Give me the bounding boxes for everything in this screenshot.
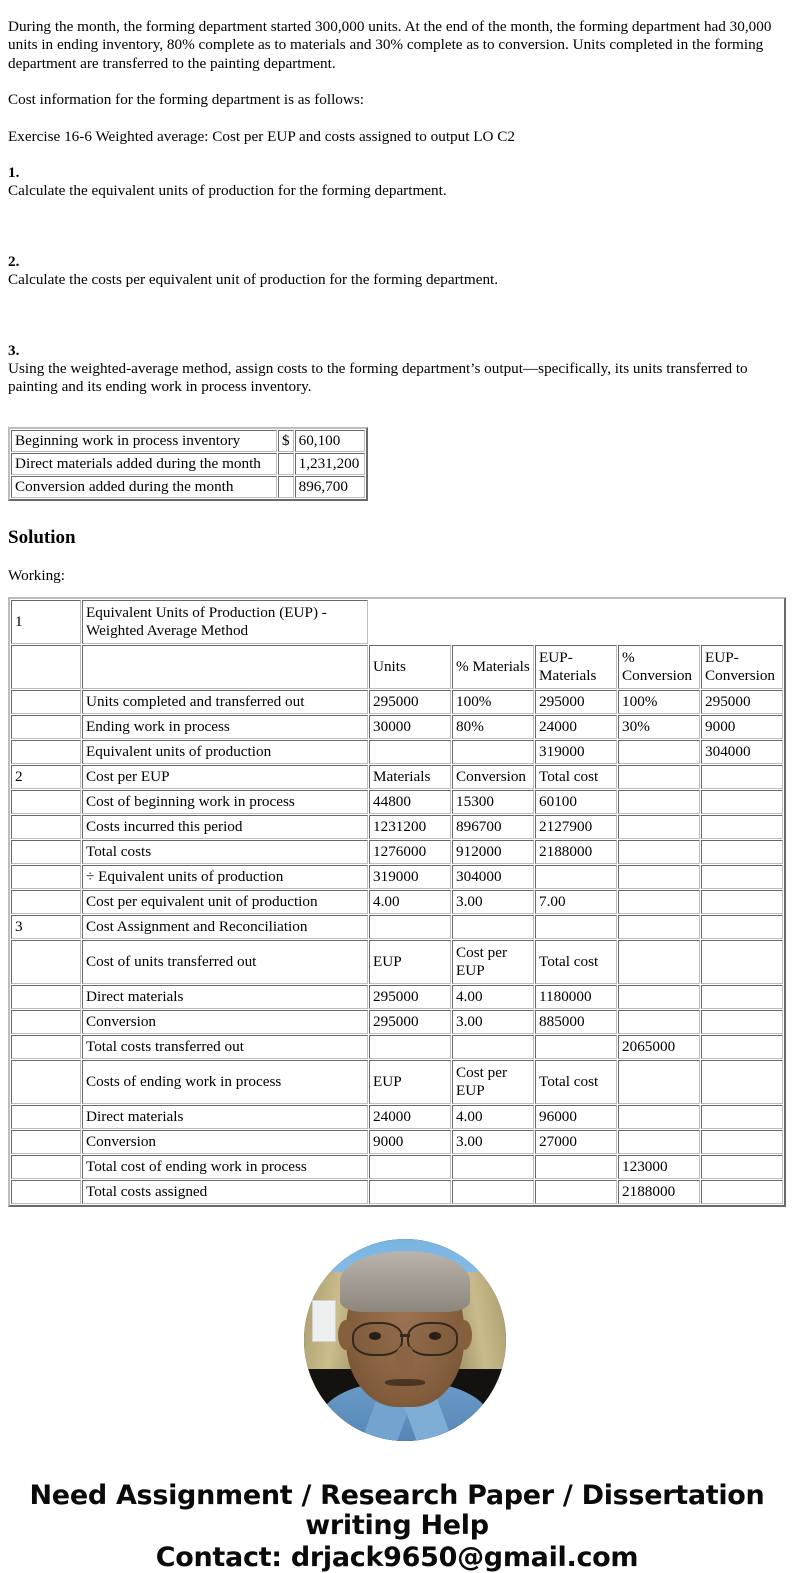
- table-cell-value: [618, 985, 700, 1009]
- table-cell-value: [618, 865, 700, 889]
- footer-contact-block: [8, 1481, 786, 1573]
- table-cell-section-number: 2: [11, 765, 81, 789]
- intro-paragraph-1: During the month, the forming department started 300,000 units. At the end of the month, the forming department had 30,000 units in ending inventory, 80% complete as to materials and 30% complete as to conversion. Units completed in the forming department are transferred to the painting department.: [8, 18, 772, 72]
- question-3-number: 3.: [8, 341, 20, 359]
- table-cell-value: [618, 765, 700, 789]
- paragraph-spacer-2: [8, 110, 786, 128]
- table-cell-label: Cost of beginning work in process: [82, 790, 368, 814]
- table-cell-value: [369, 915, 451, 939]
- table-cell-value: EUP-Materials: [535, 645, 617, 689]
- table-cell-value: [701, 1155, 783, 1179]
- table-cell-value: 2188000: [535, 840, 617, 864]
- table-cell-value: [618, 1105, 700, 1129]
- table-cell-value: 9000: [701, 715, 783, 739]
- table-cell-value: [452, 740, 534, 764]
- table-cell-empty-span: [369, 600, 783, 644]
- avatar-ear-right: [456, 1320, 472, 1350]
- table-cell-value: 7.00: [535, 890, 617, 914]
- table-cell-value: [701, 915, 783, 939]
- table-cell-value: 304000: [452, 865, 534, 889]
- table-row: [11, 890, 783, 914]
- table-cell-value: 9000: [369, 1130, 451, 1154]
- table-cell-value: 1231200: [369, 815, 451, 839]
- table-cell-value: Materials: [369, 765, 451, 789]
- avatar-eyeglasses-bridge: [400, 1334, 410, 1337]
- table-row: [11, 740, 783, 764]
- table-cell-value: 304000: [701, 740, 783, 764]
- table-cell-label: Units completed and transferred out: [82, 690, 368, 714]
- table-cell-value: [452, 915, 534, 939]
- table-cell-value: [701, 890, 783, 914]
- table-row: [11, 915, 783, 939]
- avatar-container: [8, 1239, 794, 1441]
- table-cell-value: Total cost: [535, 1060, 617, 1104]
- question-2: [8, 253, 786, 290]
- table-cell-value: 295000: [535, 690, 617, 714]
- table-cell-value: [618, 1130, 700, 1154]
- table-cell-value: 24000: [369, 1105, 451, 1129]
- table-cell-value: [535, 1035, 617, 1059]
- table-cell-section-number: [11, 1010, 81, 1034]
- table-cell-value: 123000: [618, 1155, 700, 1179]
- table-cell-label: Conversion: [82, 1010, 368, 1034]
- table-cell-label: Direct materials: [82, 985, 368, 1009]
- table-cell-value: [701, 1105, 783, 1129]
- table-cell-value: 3.00: [452, 1130, 534, 1154]
- cost-row-label: Beginning work in process inventory: [11, 430, 277, 452]
- table-cell-value: EUP-Conversion: [701, 645, 783, 689]
- avatar-eyeglasses-lens-right: [407, 1322, 457, 1356]
- table-row: [11, 1155, 783, 1179]
- table-row: [11, 865, 783, 889]
- table-cell-value: [535, 1180, 617, 1204]
- table-cell-label: Cost per equivalent unit of production: [82, 890, 368, 914]
- table-cell-value: 30000: [369, 715, 451, 739]
- footer-line-3: Contact: drjack9650@gmail.com: [155, 1542, 639, 1573]
- table-cell-value: [452, 1180, 534, 1204]
- table-row: [11, 600, 783, 644]
- table-cell-section-number: [11, 715, 81, 739]
- table-cell-value: 4.00: [452, 1105, 534, 1129]
- table-cell-value: [701, 790, 783, 814]
- table-cell-section-number: [11, 985, 81, 1009]
- table-cell-value: 1180000: [535, 985, 617, 1009]
- question-1-number: 1.: [8, 164, 20, 182]
- table-cell-value: 295000: [369, 985, 451, 1009]
- cost-row-currency-symbol: [278, 476, 294, 498]
- table-cell-value: 30%: [618, 715, 700, 739]
- answer-space-1: [8, 201, 786, 253]
- table-cell-value: 2065000: [618, 1035, 700, 1059]
- table-cell-value: 100%: [618, 690, 700, 714]
- table-row: [11, 1060, 783, 1104]
- cost-row-value: 896,700: [295, 476, 365, 498]
- table-cell-value: 2127900: [535, 815, 617, 839]
- post-cost-table-spacer: [8, 501, 786, 527]
- exercise-title: Exercise 16-6 Weighted average: Cost per EUP and costs assigned to output LO C2: [8, 127, 516, 145]
- table-cell-value: [535, 865, 617, 889]
- table-cell-value: Cost per EUP: [452, 940, 534, 984]
- avatar-mouth: [385, 1379, 425, 1386]
- question-3: [8, 342, 786, 397]
- table-cell-label: Total costs assigned: [82, 1180, 368, 1204]
- table-cell-section-number: [11, 815, 81, 839]
- table-row: [11, 715, 783, 739]
- table-cell-value: Total cost: [535, 765, 617, 789]
- table-cell-section-number: [11, 1155, 81, 1179]
- table-cell-value: EUP: [369, 1060, 451, 1104]
- table-cell-value: 27000: [535, 1130, 617, 1154]
- table-cell-value: 319000: [369, 865, 451, 889]
- cost-information-table: [8, 427, 368, 501]
- cost-row-value: 60,100: [295, 430, 365, 452]
- avatar-wall-switch: [312, 1300, 336, 1342]
- table-cell-section-number: [11, 1180, 81, 1204]
- table-row: [11, 1130, 783, 1154]
- table-cell-section-number: [11, 1035, 81, 1059]
- table-cell-value: 912000: [452, 840, 534, 864]
- table-cell-value: [701, 940, 783, 984]
- table-cell-value: 80%: [452, 715, 534, 739]
- table-cell-value: [618, 815, 700, 839]
- question-2-text: Calculate the costs per equivalent unit of production for the forming department.: [8, 271, 499, 289]
- table-row: [11, 985, 783, 1009]
- table-cell-value: 15300: [452, 790, 534, 814]
- table-cell-value: [701, 1010, 783, 1034]
- table-cell-value: 44800: [369, 790, 451, 814]
- table-cell-value: [618, 1060, 700, 1104]
- table-cell-value: [701, 840, 783, 864]
- table-cell-section-number: 1: [11, 600, 81, 644]
- solution-spacer: [8, 549, 786, 567]
- table-cell-value: 896700: [452, 815, 534, 839]
- answer-space-2: [8, 290, 786, 342]
- cost-row-label: Conversion added during the month: [11, 476, 277, 498]
- table-cell-value: 24000: [535, 715, 617, 739]
- table-cell-value: 100%: [452, 690, 534, 714]
- cost-row-label: Direct materials added during the month: [11, 453, 277, 475]
- table-cell-section-number: 3: [11, 915, 81, 939]
- table-cell-section-number: [11, 865, 81, 889]
- avatar-hair: [340, 1251, 469, 1312]
- table-cell-value: [701, 765, 783, 789]
- table-cell-section-title: Equivalent Units of Production (EUP) - Weighted Average Method: [82, 600, 368, 644]
- table-cell-value: Total cost: [535, 940, 617, 984]
- paragraph-spacer-1: [8, 73, 786, 91]
- table-cell-value: [618, 890, 700, 914]
- table-cell-value: [618, 915, 700, 939]
- avatar-nose: [396, 1346, 414, 1372]
- table-cell-value: [369, 1180, 451, 1204]
- intro-paragraph-2: Cost information for the forming department is as follows:: [8, 91, 365, 109]
- table-cell-section-number: [11, 740, 81, 764]
- solution-heading: Solution: [8, 526, 76, 548]
- table-cell-value: [701, 1130, 783, 1154]
- cost-row-value: 1,231,200: [295, 453, 365, 475]
- table-row: [11, 1010, 783, 1034]
- table-row: [11, 815, 783, 839]
- table-row: [11, 940, 783, 984]
- table-cell-value: 2188000: [618, 1180, 700, 1204]
- paragraph-spacer-3: [8, 146, 786, 164]
- table-cell-label: Total costs transferred out: [82, 1035, 368, 1059]
- table-row: [11, 690, 783, 714]
- table-cell-value: % Conversion: [618, 645, 700, 689]
- table-cell-label: Cost per EUP: [82, 765, 368, 789]
- table-cell-value: 4.00: [452, 985, 534, 1009]
- question-1: [8, 164, 786, 201]
- table-cell-value: 3.00: [452, 890, 534, 914]
- table-cell-value: [701, 815, 783, 839]
- table-cell-section-number: [11, 1060, 81, 1104]
- table-cell-value: [701, 1060, 783, 1104]
- table-cell-value: 60100: [535, 790, 617, 814]
- table-cell-section-number: [11, 940, 81, 984]
- avatar-eyeglasses-lens-left: [352, 1322, 402, 1356]
- table-cell-value: 295000: [701, 690, 783, 714]
- table-row: [11, 765, 783, 789]
- table-row: [11, 453, 365, 475]
- table-row: [11, 476, 365, 498]
- table-cell-value: [452, 1035, 534, 1059]
- table-cell-value: [535, 915, 617, 939]
- question-2-number: 2.: [8, 252, 20, 270]
- table-cell-section-number: [11, 840, 81, 864]
- table-cell-value: 295000: [369, 690, 451, 714]
- table-cell-value: [369, 1155, 451, 1179]
- table-row: [11, 1105, 783, 1129]
- table-cell-label: Direct materials: [82, 1105, 368, 1129]
- table-cell-label: Total cost of ending work in process: [82, 1155, 368, 1179]
- table-cell-value: 96000: [535, 1105, 617, 1129]
- table-cell-value: % Materials: [452, 645, 534, 689]
- table-cell-label: Cost Assignment and Reconciliation: [82, 915, 368, 939]
- table-cell-value: [618, 940, 700, 984]
- table-cell-section-number: [11, 645, 81, 689]
- table-cell-value: [618, 840, 700, 864]
- table-cell-value: 4.00: [369, 890, 451, 914]
- working-label: Working:: [8, 566, 65, 584]
- table-cell-label: ÷ Equivalent units of production: [82, 865, 368, 889]
- table-cell-value: 295000: [369, 1010, 451, 1034]
- table-cell-value: [452, 1155, 534, 1179]
- table-cell-value: 3.00: [452, 1010, 534, 1034]
- top-spacer: [8, 0, 786, 18]
- table-row: [11, 645, 783, 689]
- table-row: [11, 840, 783, 864]
- table-cell-value: [369, 740, 451, 764]
- table-cell-value: 1276000: [369, 840, 451, 864]
- table-cell-label: [82, 645, 368, 689]
- table-cell-label: Conversion: [82, 1130, 368, 1154]
- table-cell-label: Total costs: [82, 840, 368, 864]
- pre-main-table-spacer: [8, 585, 786, 597]
- table-cell-value: [618, 1010, 700, 1034]
- table-cell-section-number: [11, 690, 81, 714]
- question-1-text: Calculate the equivalent units of production for the forming department.: [8, 182, 447, 200]
- pre-cost-table-spacer: [8, 397, 786, 427]
- table-cell-value: Units: [369, 645, 451, 689]
- question-3-text: Using the weighted-average method, assign costs to the forming department’s output—specifically, its units transferred to painting and its ending work in process inventory.: [8, 360, 748, 396]
- table-cell-section-number: [11, 1130, 81, 1154]
- table-cell-section-number: [11, 890, 81, 914]
- table-cell-section-number: [11, 790, 81, 814]
- table-cell-value: [701, 985, 783, 1009]
- table-cell-label: Equivalent units of production: [82, 740, 368, 764]
- table-cell-label: Costs of ending work in process: [82, 1060, 368, 1104]
- avatar: [304, 1239, 506, 1441]
- eup-solution-table: [8, 597, 786, 1207]
- table-cell-value: 319000: [535, 740, 617, 764]
- table-row: [11, 1180, 783, 1204]
- table-cell-value: [369, 1035, 451, 1059]
- table-cell-value: EUP: [369, 940, 451, 984]
- table-cell-value: [701, 1180, 783, 1204]
- table-cell-value: [618, 740, 700, 764]
- table-cell-value: Cost per EUP: [452, 1060, 534, 1104]
- table-cell-value: 885000: [535, 1010, 617, 1034]
- footer-line-2: writing Help: [305, 1510, 489, 1542]
- footer-line-1: Need Assignment / Research Paper / Dissertation: [29, 1480, 765, 1512]
- table-cell-value: [701, 865, 783, 889]
- cost-row-currency-symbol: [278, 453, 294, 475]
- table-cell-value: [701, 1035, 783, 1059]
- table-cell-value: [618, 790, 700, 814]
- table-row: [11, 430, 365, 452]
- table-cell-value: [535, 1155, 617, 1179]
- table-cell-label: Costs incurred this period: [82, 815, 368, 839]
- cost-row-currency-symbol: $: [278, 430, 294, 452]
- table-cell-value: Conversion: [452, 765, 534, 789]
- table-row: [11, 790, 783, 814]
- table-cell-label: Cost of units transferred out: [82, 940, 368, 984]
- table-cell-label: Ending work in process: [82, 715, 368, 739]
- table-cell-section-number: [11, 1105, 81, 1129]
- table-row: [11, 1035, 783, 1059]
